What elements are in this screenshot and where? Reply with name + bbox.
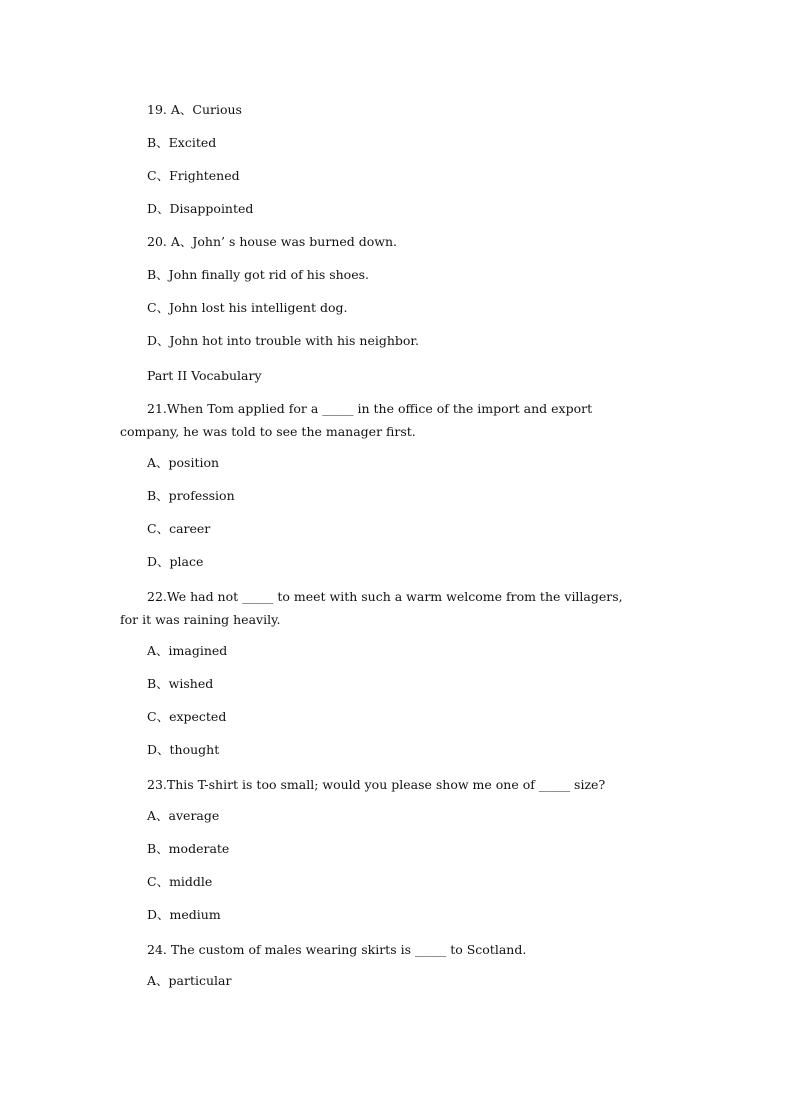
question-20-stem: 20. A、John’ s house was burned down.: [147, 234, 398, 249]
question-23-option-c: C、middle: [147, 874, 213, 889]
question-22-stem-line2: for it was raining heavily.: [120, 612, 281, 627]
question-21-option-d: D、place: [147, 554, 204, 569]
question-21-stem-line2: company, he was told to see the manager first.: [120, 424, 416, 439]
question-24-option-a: A、particular: [147, 973, 232, 988]
question-23-option-a: A、average: [147, 808, 220, 823]
section-heading: Part II Vocabulary: [147, 368, 262, 383]
question-22-option-d: D、thought: [147, 742, 220, 757]
question-21-option-c: C、career: [147, 521, 211, 536]
question-23-option-d: D、medium: [147, 907, 221, 922]
question-19-stem: 19. A、Curious: [147, 102, 242, 117]
question-22-option-c: C、expected: [147, 709, 227, 724]
question-23-option-b: B、moderate: [147, 841, 230, 856]
question-22-stem-line1: 22.We had not _____ to meet with such a warm welcome from the villagers,: [147, 589, 623, 604]
question-19-option-c: C、Frightened: [147, 168, 240, 183]
question-19-option-b: B、Excited: [147, 135, 217, 150]
question-19-option-d: D、Disappointed: [147, 201, 254, 216]
question-22-option-a: A、imagined: [147, 643, 228, 658]
question-20-option-c: C、John lost his intelligent dog.: [147, 300, 348, 315]
question-21-stem-line1: 21.When Tom applied for a _____ in the office of the import and export: [147, 401, 593, 416]
question-23-stem: 23.This T-shirt is too small; would you please show me one of _____ size?: [147, 777, 606, 792]
question-21-option-a: A、position: [147, 455, 220, 470]
question-20-option-d: D、John hot into trouble with his neighbor.: [147, 333, 420, 348]
question-24-stem: 24. The custom of males wearing skirts is _____ to Scotland.: [147, 942, 527, 957]
question-22-option-b: B、wished: [147, 676, 214, 691]
question-21-option-b: B、profession: [147, 488, 235, 503]
question-20-option-b: B、John finally got rid of his shoes.: [147, 267, 369, 282]
